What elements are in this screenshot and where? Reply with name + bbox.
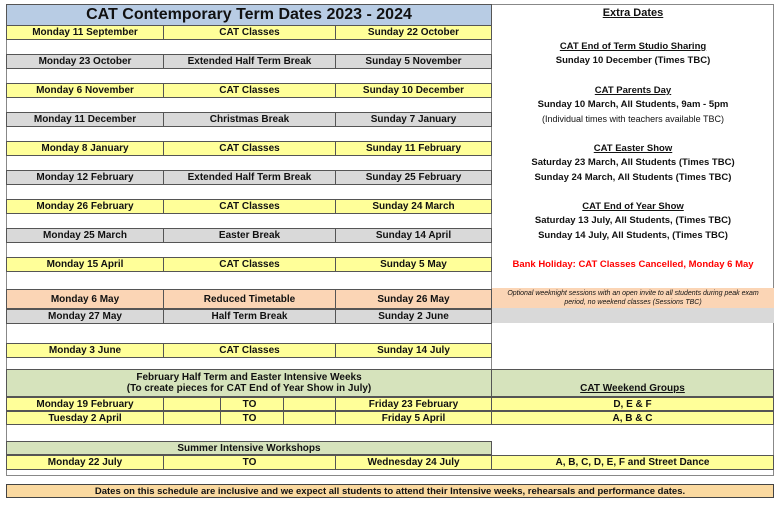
term-label-4: Christmas Break (163, 112, 336, 127)
term-label-1: CAT Classes (163, 25, 336, 40)
optional-sessions-note: Optional weeknight sessions with an open invite to all students during peak exam period, no weekend classes (Sessions TBC) (492, 288, 774, 308)
intensive-start-1: Monday 19 February (6, 397, 164, 411)
term-start-7: Monday 26 February (6, 199, 164, 214)
intensive-start-2: Tuesday 2 April (6, 411, 164, 425)
bank-holiday-notice: Bank Holiday: CAT Classes Cancelled, Monday 6 May (512, 259, 754, 270)
easter-show-date-2: Sunday 24 March, All Students (Times TBC) (534, 172, 732, 183)
term-label-9: CAT Classes (163, 257, 336, 272)
summer-intensive-header: Summer Intensive Workshops (6, 441, 492, 455)
term-start-12: Monday 3 June (6, 343, 164, 358)
studio-sharing-title: CAT End of Term Studio Sharing (559, 41, 707, 52)
year-show-date-1: Saturday 13 July, All Students, (Times TBC) (534, 215, 732, 226)
term-end-4: Sunday 7 January (335, 112, 492, 127)
term-start-5: Monday 8 January (6, 141, 164, 156)
page-title: CAT Contemporary Term Dates 2023 - 2024 (6, 4, 492, 26)
weekend-groups-header-cell (491, 369, 774, 397)
summer-end: Wednesday 24 July (335, 455, 492, 470)
term-label-8: Easter Break (163, 228, 336, 243)
intensive-end-1: Friday 23 February (335, 397, 492, 411)
term-start-3: Monday 6 November (6, 83, 164, 98)
to-separator (283, 397, 284, 425)
intensive-weeks-subtitle: (To create pieces for CAT End of Year Show in July) (126, 383, 372, 394)
half-term-filler (492, 308, 774, 323)
term-end-1: Sunday 22 October (335, 25, 492, 40)
easter-show-date-1: Saturday 23 March, All Students (Times TBC) (531, 157, 735, 168)
term-label-12: CAT Classes (163, 343, 336, 358)
term-label-5: CAT Classes (163, 141, 336, 156)
term-start-2: Monday 23 October (6, 54, 164, 69)
intensive-weeks-header (6, 369, 492, 397)
weekend-group-2: A, B & C (491, 411, 774, 425)
term-end-11: Sunday 2 June (335, 309, 492, 324)
term-start-10: Monday 6 May (6, 289, 164, 309)
term-start-6: Monday 12 February (6, 170, 164, 185)
parents-day-date: Sunday 10 March, All Students, 9am - 5pm (537, 99, 729, 110)
term-end-9: Sunday 5 May (335, 257, 492, 272)
extra-dates-header: Extra Dates (602, 7, 664, 19)
term-label-10: Reduced Timetable (163, 289, 336, 309)
term-end-8: Sunday 14 April (335, 228, 492, 243)
weekend-group-1: D, E & F (491, 397, 774, 411)
studio-sharing-date: Sunday 10 December (Times TBC) (555, 55, 711, 66)
term-end-3: Sunday 10 December (335, 83, 492, 98)
intensive-end-2: Friday 5 April (335, 411, 492, 425)
intensive-weeks-title: February Half Term and Easter Intensive Weeks (136, 372, 362, 383)
term-end-5: Sunday 11 February (335, 141, 492, 156)
term-start-9: Monday 15 April (6, 257, 164, 272)
summer-groups: A, B, C, D, E, F and Street Dance (491, 455, 774, 470)
term-start-11: Monday 27 May (6, 309, 164, 324)
term-label-2: Extended Half Term Break (163, 54, 336, 69)
parents-day-note: (Individual times with teachers available TBC) (542, 114, 724, 124)
intensive-to-1: TO (163, 397, 336, 411)
term-start-4: Monday 11 December (6, 112, 164, 127)
term-label-6: Extended Half Term Break (163, 170, 336, 185)
term-label-11: Half Term Break (163, 309, 336, 324)
term-end-2: Sunday 5 November (335, 54, 492, 69)
intensive-to-2: TO (163, 411, 336, 425)
term-label-3: CAT Classes (163, 83, 336, 98)
parents-day-title: CAT Parents Day (594, 85, 672, 96)
footer-notice: Dates on this schedule are inclusive and we expect all students to attend their Intensive weeks, rehearsals and performance dates. (6, 484, 774, 498)
to-separator (220, 397, 221, 425)
term-end-7: Sunday 24 March (335, 199, 492, 214)
easter-show-title: CAT Easter Show (593, 143, 673, 154)
term-end-12: Sunday 14 July (335, 343, 492, 358)
summer-to: TO (163, 455, 336, 470)
year-show-date-2: Sunday 14 July, All Students, (Times TBC) (538, 230, 728, 241)
weekend-groups-header: CAT Weekend Groups (580, 383, 685, 394)
term-end-6: Sunday 25 February (335, 170, 492, 185)
term-label-7: CAT Classes (163, 199, 336, 214)
term-end-10: Sunday 26 May (335, 289, 492, 309)
term-start-1: Monday 11 September (6, 25, 164, 40)
summer-start: Monday 22 July (6, 455, 164, 470)
year-show-title: CAT End of Year Show (582, 201, 684, 212)
term-start-8: Monday 25 March (6, 228, 164, 243)
